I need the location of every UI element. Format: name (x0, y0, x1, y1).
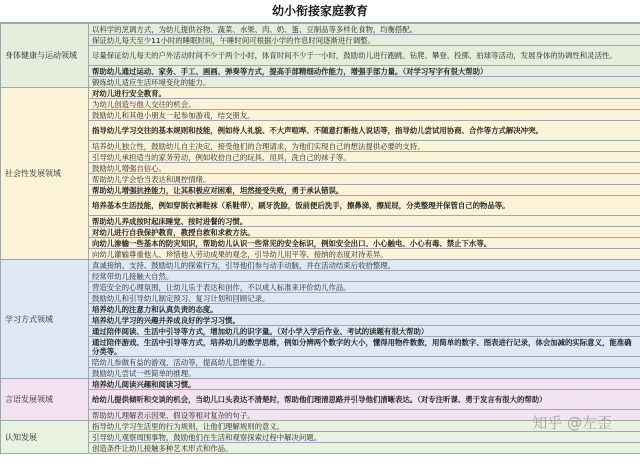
table-row (1, 35, 640, 46)
table-row (1, 163, 640, 174)
item-cell: 尽量保证幼儿每天的户外活动时间不少于两个小时，体育时间不少于一小时，鼓励幼儿进行跑跳、钻爬、攀登、投掷、拍球等活动，发展身体的协调性和灵活性。 (89, 46, 640, 66)
item-cell: 鼓励幼儿增强自信心。 (89, 163, 640, 174)
domain-cell: 学习方式领域 (1, 260, 89, 379)
table-row (1, 24, 640, 35)
domain-cell: 言语发展领域 (1, 379, 89, 421)
zhihu-watermark: 知乎 @左歪 (532, 414, 612, 432)
table-row (1, 216, 640, 227)
item-cell: 鼓励幼儿尝试一些简单的推理。 (89, 368, 640, 379)
table-row (1, 337, 640, 357)
item-cell: 对幼儿进行自我保护教育，教授自救和求救方法。 (89, 227, 640, 238)
item-cell: 培养基本生活技能，例如穿脱衣裤鞋袜（系鞋带），刷牙洗脸，饭前便后洗手，擦鼻涕，擦屁屁，分类整理并保管自己的物品等。 (89, 196, 640, 216)
table-row (1, 357, 640, 368)
table-row (1, 141, 640, 152)
item-cell: 鼓励幼儿和引导幼儿制定预习、复习计划和回顾记录。 (89, 293, 640, 304)
item-cell: 引导幼儿观察周围事物，鼓励他们在生活和观察探索过程中解决问题。 (89, 432, 640, 443)
table-row (1, 196, 640, 216)
item-cell: 鼓励幼儿和其他小朋友一起参加游戏，结交朋友。 (89, 110, 640, 121)
table-row (1, 121, 640, 141)
table-row (1, 185, 640, 196)
table-row (1, 66, 640, 77)
item-cell: 营造安全的心理氛围，让幼儿乐于表达和创作，不以成人标准来评价幼儿作品。 (89, 282, 640, 293)
sheet-title: 幼小衔接家庭教育 (0, 0, 640, 23)
table-row (1, 227, 640, 238)
item-cell: 经常带幼儿接触大自然。 (89, 271, 640, 282)
item-cell: 保证幼儿每天至少11小时的睡眠时间，午睡时间可根据小学的作息时间逐渐进行调整。 (89, 35, 640, 46)
domain-cell: 认知发展 (1, 421, 89, 454)
table-row (1, 326, 640, 337)
table-row (1, 88, 640, 99)
education-table (0, 23, 640, 454)
table-row (1, 410, 640, 421)
item-cell: 给幼儿提供倾听和交谈的机会，当幼儿口头表达不清楚时，帮助他们理清思路并引导他们清晰表达。（对专注听课、勇于发言有很大的帮助） (89, 390, 640, 410)
item-cell: 真诚接纳、支持、鼓励幼儿的探索行为，引导他们参与动手动脑，并在活动结束后收拾整理。 (89, 260, 640, 271)
item-cell: 培养幼儿的注意力和认真负责的态度。 (89, 304, 640, 315)
item-cell: 向幼儿渗输一些基本的防灾知识，帮助幼儿认识一些常见的安全标识，例如安全出口、小心触电、小心有毒、禁止下水等。 (89, 238, 640, 249)
domain-cell: 社会性发展领域 (1, 88, 89, 260)
table-row (1, 110, 640, 121)
item-cell: 为幼儿创造与他人交往的机会。 (89, 99, 640, 110)
table-row (1, 432, 640, 443)
item-cell: 通过陪伴游戏、生活中引导等方式，培养幼儿的数学思维，例如分辨两个数字的大小，懂得用物件数数，用简单的数字、图表进行记录，体会加减的实际意义，能准确分类等。 (89, 337, 640, 357)
table-row (1, 271, 640, 282)
item-cell: 帮助幼儿增强抗挫能力，让其积极应对困难，坦然接受失败，勇于承认错误。 (89, 185, 640, 196)
table-row (1, 282, 640, 293)
table-row (1, 238, 640, 249)
item-cell: 指导幼儿学习交往的基本规则和技能，例如待人礼貌、不大声喧哗、不随意打断他人说话等，指导幼儿尝试用协商、合作等方式解决冲突。 (89, 121, 640, 141)
item-cell: 培养幼儿学习的兴趣并养成良好的学习习惯。 (89, 315, 640, 326)
domain-cell: 身体健康与运动领域 (1, 24, 89, 88)
table-row (1, 77, 640, 88)
table-row (1, 421, 640, 432)
item-cell: 帮助幼儿理解表示因果、假设等相对复杂的句子。 (89, 410, 640, 421)
table-row (1, 379, 640, 390)
table-row (1, 304, 640, 315)
item-cell: 帮助幼儿学会恰当表达和调控情绪。 (89, 174, 640, 185)
table-row (1, 174, 640, 185)
table-row (1, 249, 640, 260)
item-cell: 引导幼儿承担适当的家务劳动，例如收拾自己的玩具、用具，洗自己的袜子等。 (89, 152, 640, 163)
item-cell: 对幼儿进行安全教育。 (89, 88, 640, 99)
item-cell: 帮助幼儿养成按时起床睡觉、按时进餐的习惯。 (89, 216, 640, 227)
table-row (1, 368, 640, 379)
table-row (1, 315, 640, 326)
item-cell: 培养幼儿阅读兴趣和阅读习惯。 (89, 379, 640, 390)
item-cell: 创造条件让幼儿接触多种艺术形式和作品。 (89, 443, 640, 454)
table-row (1, 99, 640, 110)
item-cell: 通过陪伴阅读、生活中引导等方式，增加幼儿的识字量。（对小学入学后作业、考试的读题有很大帮助） (89, 326, 640, 337)
item-cell: 以科学的烹调方式，为幼儿提供谷物、蔬菜、水果、肉、奶、蛋、豆制品等多样化食物，均衡搭配。 (89, 24, 640, 35)
table-row (1, 443, 640, 454)
table-row (1, 293, 640, 304)
table-row (1, 390, 640, 410)
table-row (1, 152, 640, 163)
item-cell: 陪幼儿参做有益的游戏、活动等，提高幼儿思维能力。 (89, 357, 640, 368)
item-cell: 培养幼儿独立性，鼓励幼儿自主决定，接受他们的合理请求，为他们实现自己的想法提供必要的支持。 (89, 141, 640, 152)
item-cell: 向幼儿灌输尊重他人、珍惜他人劳动成果的观念，引导幼儿用平等、接纳的态度对待差异。 (89, 249, 640, 260)
item-cell: 锻炼幼儿适应生活环境变化的能力。 (89, 77, 640, 88)
table-row (1, 260, 640, 271)
item-cell: 指导幼儿学习生活里的行为规则，让他们理解规则的意义。 (89, 421, 640, 432)
item-cell: 帮助幼儿通过运动、家务、手工、画画、弹奏等方式，提高手部精细动作能力，增强手部力量。（对学习写字有很大帮助） (89, 66, 640, 77)
table-row (1, 46, 640, 66)
